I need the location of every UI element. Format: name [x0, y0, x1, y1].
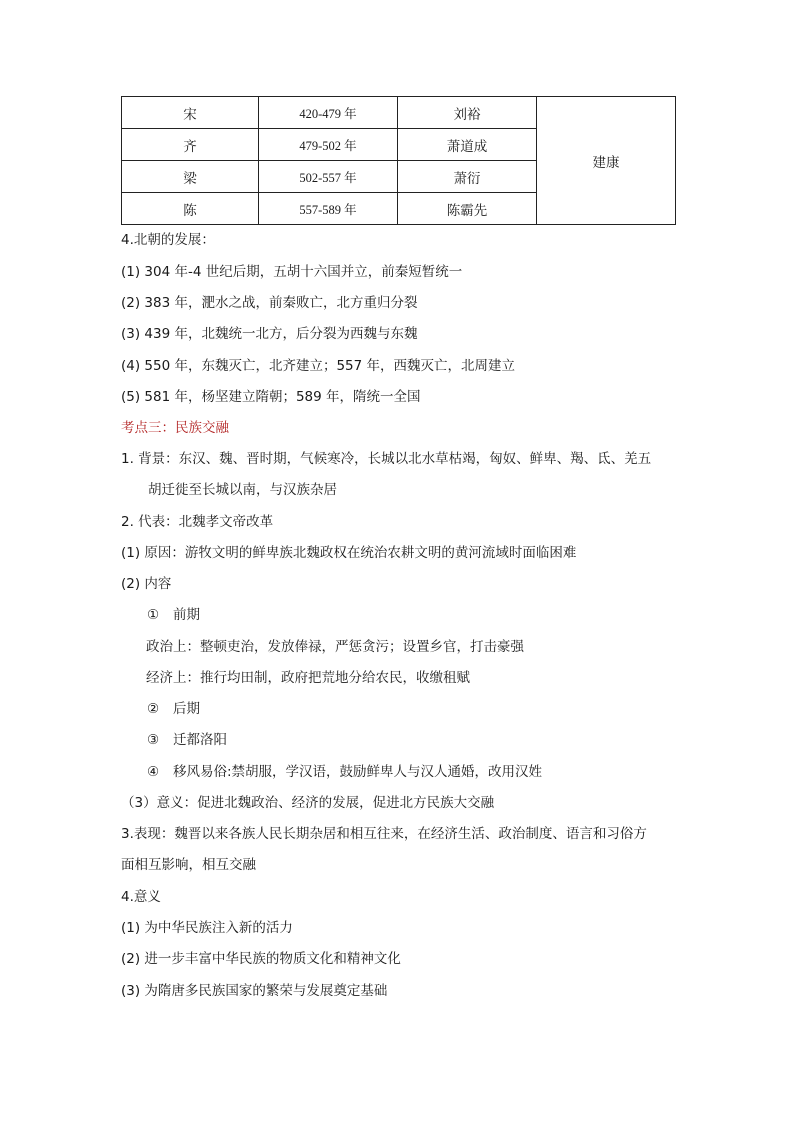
- dynasty-cell: 齐: [122, 129, 259, 161]
- significance-item: (1) 为中华民族注入新的活力: [121, 920, 293, 936]
- early-item: [147, 605, 200, 625]
- significance-heading: 4.意义: [121, 889, 161, 905]
- years-cell: 420-479 年: [259, 97, 398, 129]
- dynasty-cell: 陈: [122, 193, 259, 225]
- southern-dynasties-table: [121, 96, 676, 225]
- founder-cell: 萧道成: [398, 129, 537, 161]
- background-line: 1. 背景：东汉、魏、晋时期，气候寒冷，长城以北水草枯竭，匈奴、鲜卑、羯、氐、羌五: [121, 451, 652, 467]
- move-capital-item: [147, 730, 227, 750]
- capital-cell: 建康: [537, 97, 676, 225]
- politics-line: 政治上：整顿吏治，发放俸禄，严惩贪污；设置乡官，打击豪强: [146, 639, 524, 655]
- north-item: (1) 304 年-4 世纪后期，五胡十六国并立，前秦短暂统一: [121, 264, 463, 280]
- circled-number: ③: [147, 732, 160, 748]
- significance-item: (2) 进一步丰富中华民族的物质文化和精神文化: [121, 951, 401, 967]
- background-line-cont: 胡迁徙至长城以南，与汉族杂居: [148, 482, 337, 498]
- north-item: (5) 581 年，杨坚建立隋朝；589 年，隋统一全国: [121, 389, 421, 405]
- custom-label: 移风易俗:禁胡服，学汉语，鼓励鲜卑人与汉人通婚，改用汉姓: [173, 764, 543, 780]
- custom-item: [147, 762, 543, 782]
- expression-line: 3.表现：魏晋以来各族人民长期杂居和相互往来，在经济生活、政治制度、语言和习俗方: [121, 826, 647, 842]
- expression-line-cont: 面相互影响，相互交融: [121, 857, 256, 873]
- north-item: (2) 383 年，淝水之战，前秦败亡，北方重归分裂: [121, 295, 418, 311]
- economy-line: 经济上：推行均田制，政府把荒地分给农民，收缴租赋: [146, 670, 470, 686]
- years-cell: 502-557 年: [259, 161, 398, 193]
- section-heading: 考点三：民族交融: [121, 420, 229, 436]
- late-item: [147, 699, 200, 719]
- founder-cell: 陈霸先: [398, 193, 537, 225]
- move-capital-label: 迁都洛阳: [173, 732, 227, 748]
- years-cell: 557-589 年: [259, 193, 398, 225]
- significance-item: (3) 为隋唐多民族国家的繁荣与发展奠定基础: [121, 983, 388, 999]
- north-item: (4) 550 年，东魏灭亡，北齐建立；557 年，西魏灭亡，北周建立: [121, 358, 516, 374]
- circled-number: ④: [147, 764, 160, 780]
- north-item: (3) 439 年，北魏统一北方，后分裂为西魏与东魏: [121, 326, 418, 342]
- early-label: 前期: [173, 607, 200, 623]
- founder-cell: 萧衍: [398, 161, 537, 193]
- north-heading: 4.北朝的发展：: [121, 232, 215, 248]
- dynasty-cell: 梁: [122, 161, 259, 193]
- founder-cell: 刘裕: [398, 97, 537, 129]
- dynasty-cell: 宋: [122, 97, 259, 129]
- circled-number: ②: [147, 701, 160, 717]
- years-cell: 479-502 年: [259, 129, 398, 161]
- meaning-line: （3）意义：促进北魏政治、经济的发展，促进北方民族大交融: [121, 795, 495, 811]
- late-label: 后期: [173, 701, 200, 717]
- representative-line: 2. 代表：北魏孝文帝改革: [121, 514, 274, 530]
- circled-number: ①: [147, 607, 160, 623]
- table-row: [122, 97, 676, 129]
- reason-line: (1) 原因：游牧文明的鲜卑族北魏政权在统治农耕文明的黄河流域时面临困难: [121, 545, 577, 561]
- content-line: (2) 内容: [121, 576, 172, 592]
